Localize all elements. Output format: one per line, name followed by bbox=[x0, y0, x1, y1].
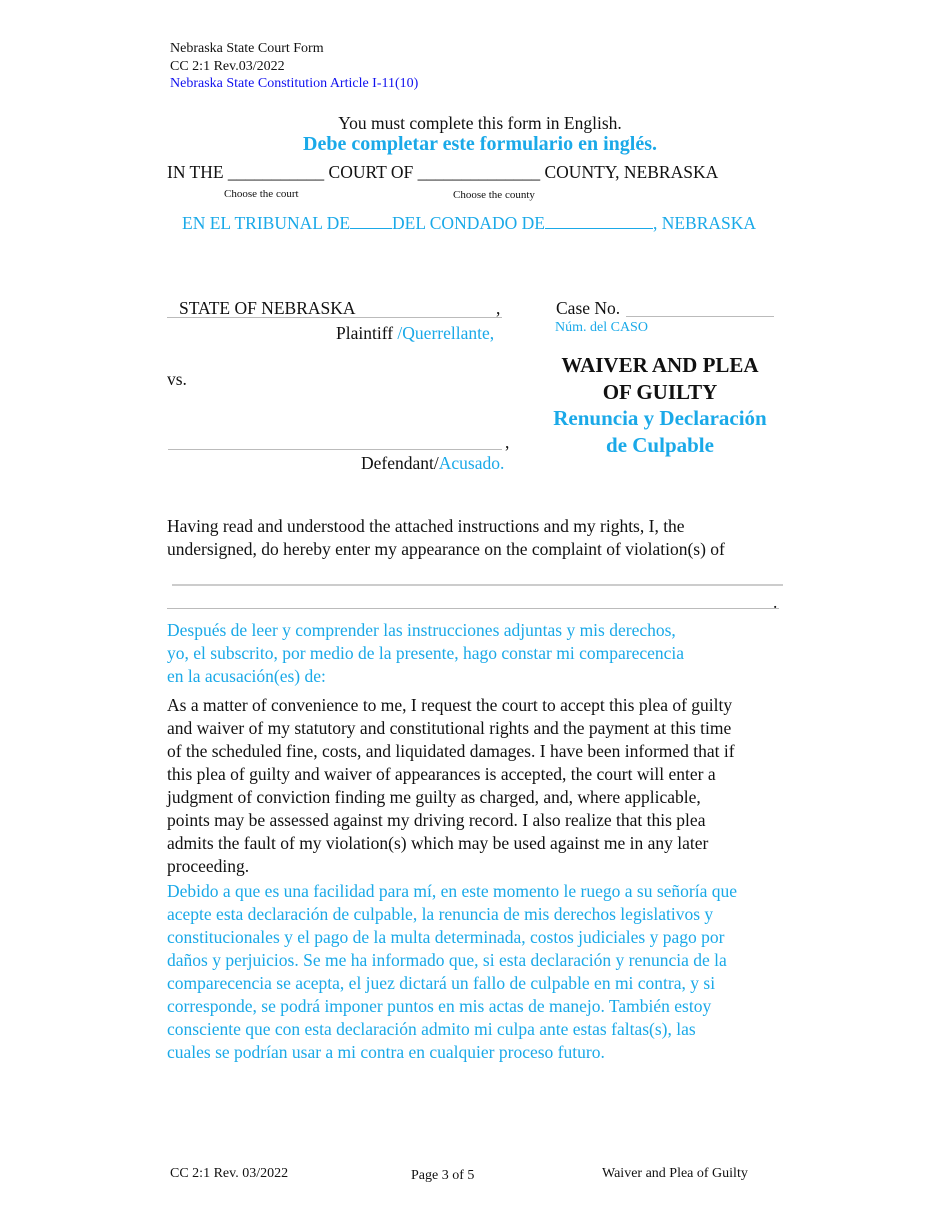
body-es-line: consciente que con esta declaración admito mi culpa ante estas faltas(s), las bbox=[167, 1019, 696, 1039]
constitution-link[interactable]: Nebraska State Constitution Article I-11(10) bbox=[170, 76, 419, 91]
body-es-line: Debido a que es una facilidad para mí, en este momento le ruego a su señoría que bbox=[167, 881, 738, 901]
court-of-label: COURT OF bbox=[328, 162, 414, 182]
body-es-line: corresponde, se podrá imponer puntos en mis actas de manejo. También estoy bbox=[167, 996, 712, 1016]
defendant-comma: , bbox=[505, 432, 510, 452]
condado-label: DEL CONDADO DE bbox=[392, 213, 545, 233]
footer-title: Waiver and Plea of Guilty bbox=[602, 1166, 748, 1181]
case-no-label: Case No. bbox=[556, 298, 621, 318]
body-line: this plea of guilty and waiver of appearances is accepted, the court will enter a bbox=[167, 764, 716, 784]
intro-line: undersigned, do hereby enter my appearance on the complaint of violation(s) of bbox=[167, 539, 725, 559]
nebraska-label: , NEBRASKA bbox=[652, 213, 757, 233]
case-no-field[interactable] bbox=[626, 316, 774, 317]
waiver-paragraph-en bbox=[167, 694, 735, 878]
body-line: and waiver of my statutory and constitutional rights and the payment at this time bbox=[167, 718, 732, 738]
title-line1: WAIVER AND PLEA bbox=[561, 353, 759, 377]
violation-period: . bbox=[773, 592, 778, 612]
body-es-line: constitucionales y el pago de la multa determinada, costos judiciales y pago por bbox=[167, 927, 725, 947]
intro-paragraph bbox=[167, 515, 725, 561]
in-the-label: IN THE bbox=[167, 162, 224, 182]
form-title bbox=[540, 352, 780, 458]
plaintiff-label bbox=[336, 323, 494, 344]
spanish-notice: Debe completar este formulario en inglés. bbox=[303, 133, 657, 155]
defendant-es: Acusado. bbox=[438, 453, 505, 473]
tribunal-label: EN EL TRIBUNAL DE bbox=[182, 213, 351, 233]
intro-es-line: en la acusación(es) de: bbox=[167, 666, 326, 686]
body-line: proceeding. bbox=[167, 856, 250, 876]
body-line: of the scheduled fine, costs, and liquidated damages. I have been informed that if bbox=[167, 741, 735, 761]
choose-court-hint: Choose the court bbox=[224, 188, 299, 200]
body-es-line: cuales se podrían usar a mi contra en cualquier proceso futuro. bbox=[167, 1042, 605, 1062]
county-select[interactable]: ______________ bbox=[417, 162, 541, 182]
violation-field-1[interactable] bbox=[172, 584, 783, 586]
plaintiff-es: /Querrellante, bbox=[397, 323, 495, 343]
condado-blank[interactable] bbox=[545, 228, 653, 229]
body-es-line: acepte esta declaración de culpable, la renuncia de mis derechos legislativos y bbox=[167, 904, 714, 924]
title-line2: OF GUILTY bbox=[602, 379, 718, 404]
court-line-spanish bbox=[182, 213, 756, 234]
tribunal-blank[interactable] bbox=[350, 228, 392, 229]
intro-line: Having read and understood the attached instructions and my rights, I, the bbox=[167, 516, 685, 536]
footer-page: Page 3 of 5 bbox=[411, 1168, 475, 1183]
defendant-en: Defendant/ bbox=[361, 453, 439, 473]
case-no-es: Núm. del CASO bbox=[555, 320, 648, 335]
body-line: points may be assessed against my driving record. I also realize that this plea bbox=[167, 810, 706, 830]
form-name: Nebraska State Court Form bbox=[170, 41, 324, 56]
violation-field-2[interactable] bbox=[167, 608, 779, 609]
body-es-line: comparecencia se acepta, el juez dictará un fallo de culpable en mi contra, y si bbox=[167, 973, 716, 993]
title-es2: de Culpable bbox=[606, 432, 714, 457]
intro-es-line: Después de leer y comprender las instrucciones adjuntas y mis derechos, bbox=[167, 620, 676, 640]
intro-paragraph-es bbox=[167, 619, 684, 688]
choose-county-hint: Choose the county bbox=[453, 189, 535, 201]
intro-es-line: yo, el subscrito, por medio de la presente, hago constar mi comparecencia bbox=[167, 643, 685, 663]
title-es1: Renuncia y Declaración bbox=[553, 406, 767, 430]
plaintiff-en: Plaintiff bbox=[336, 323, 394, 343]
plaintiff-name[interactable]: STATE OF NEBRASKA bbox=[179, 298, 356, 318]
court-line bbox=[167, 162, 718, 183]
body-line: As a matter of convenience to me, I request the court to accept this plea of guilty bbox=[167, 695, 733, 715]
plaintiff-comma: , bbox=[496, 298, 501, 318]
defendant-line[interactable] bbox=[168, 449, 502, 450]
body-line: admits the fault of my violation(s) which may be used against me in any later bbox=[167, 833, 709, 853]
court-select[interactable]: ___________ bbox=[227, 162, 325, 182]
form-code: CC 2:1 Rev.03/2022 bbox=[170, 59, 285, 74]
vs-label: vs. bbox=[167, 369, 187, 389]
county-nebraska-label: COUNTY, NEBRASKA bbox=[544, 162, 719, 182]
waiver-paragraph-es bbox=[167, 880, 737, 1064]
english-notice: You must complete this form in English. bbox=[338, 113, 622, 133]
footer-code: CC 2:1 Rev. 03/2022 bbox=[170, 1166, 289, 1181]
body-line: judgment of conviction finding me guilty as charged, and, where applicable, bbox=[167, 787, 701, 807]
body-es-line: daños y perjuicios. Se me ha informado que, si esta declaración y renuncia de la bbox=[167, 950, 727, 970]
defendant-label bbox=[361, 453, 504, 474]
